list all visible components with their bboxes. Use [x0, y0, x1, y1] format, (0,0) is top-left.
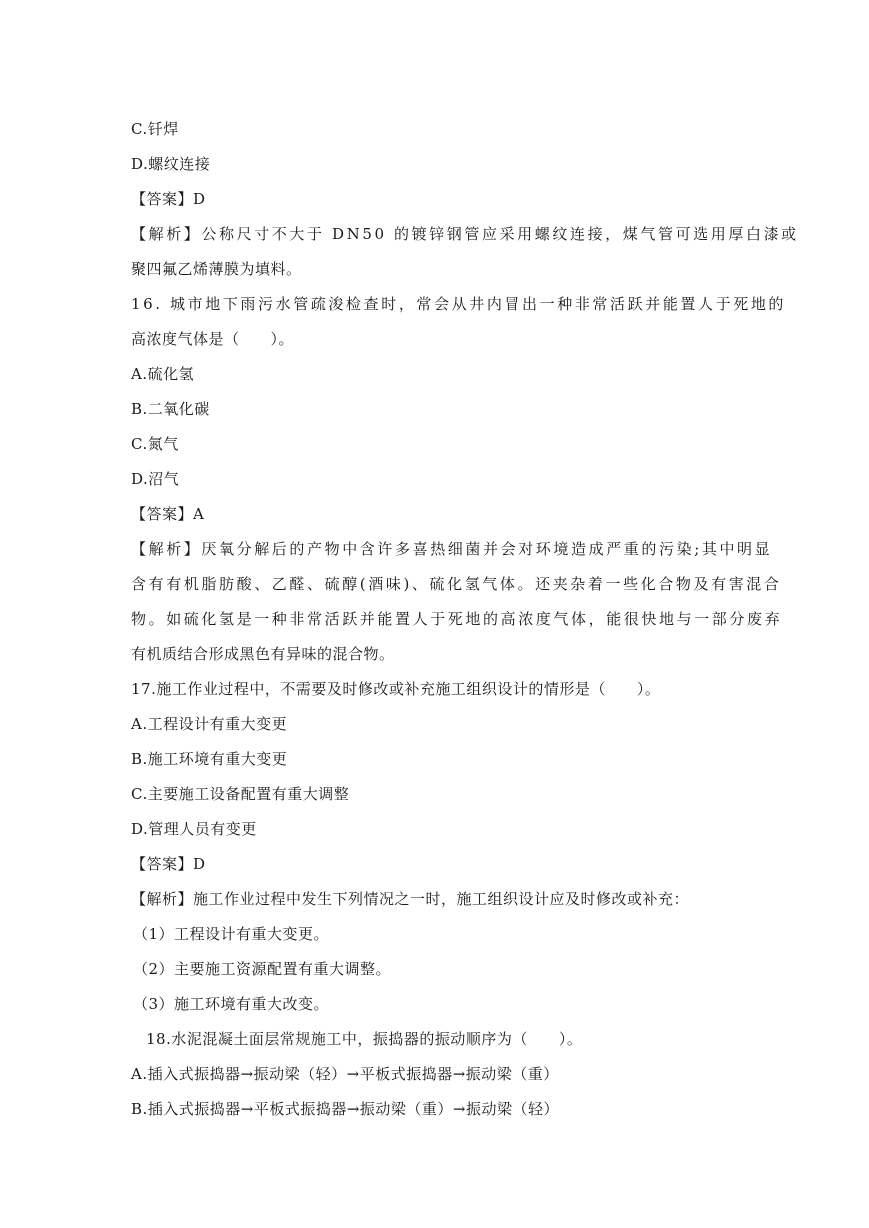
q16-stem-line-1: 16. 城市地下雨污水管疏浚检查时，常会从井内冒出一种非常活跃并能置人于死地的: [131, 295, 787, 313]
q16-option-b: B.二氧化碳: [131, 400, 210, 418]
q16-stem-line-2: 高浓度气体是（ ）。: [131, 330, 295, 348]
q17-option-d: D.管理人员有变更: [131, 820, 257, 838]
q16-analysis-line-4: 有机质结合形成黑色有异味的混合物。: [131, 645, 395, 663]
q15-option-d: D.螺纹连接: [131, 155, 211, 173]
q15-option-c: C.钎焊: [131, 120, 179, 138]
q15-analysis-line-1: 【解析】公称尺寸不大于 DN50 的镀锌钢管应采用螺纹连接，煤气管可选用厚白漆或: [131, 225, 799, 243]
q17-option-a: A.工程设计有重大变更: [131, 715, 288, 733]
q18-option-b: B.插入式振捣器→平板式振捣器→振动梁（重）→振动梁（轻）: [131, 1100, 559, 1118]
q15-answer: 【答案】D: [131, 190, 206, 208]
q17-point-2: （2）主要施工资源配置有重大调整。: [133, 960, 392, 978]
q16-option-d: D.沼气: [131, 470, 180, 488]
q18-option-a: A.插入式振捣器→振动梁（轻）→平板式振捣器→振动梁（重）: [131, 1065, 559, 1083]
q16-analysis-line-2: 含有有机脂肪酸、乙醛、硫醇(酒味)、硫化氢气体。还夹杂着一些化合物及有害混合: [131, 575, 782, 593]
q17-analysis: 【解析】施工作业过程中发生下列情况之一时，施工组织设计应及时修改或补充：: [131, 890, 690, 908]
q17-option-b: B.施工环境有重大变更: [131, 750, 288, 768]
q16-option-c: C.氮气: [131, 435, 179, 453]
q17-point-1: （1）工程设计有重大变更。: [133, 925, 330, 943]
q17-answer: 【答案】D: [131, 855, 206, 873]
q16-analysis-line-1: 【解析】厌氧分解后的产物中含许多喜热细菌并会对环境造成严重的污染;其中明显: [131, 540, 773, 558]
q16-answer: 【答案】A: [131, 505, 205, 523]
q16-option-a: A.硫化氢: [131, 365, 195, 383]
q16-analysis-line-3: 物。如硫化氢是一种非常活跃并能置人于死地的高浓度气体，能很快地与一部分废弃: [131, 610, 783, 628]
q18-stem: 18.水泥混凝土面层常规施工中，振捣器的振动顺序为（ ）。: [146, 1030, 583, 1048]
q15-analysis-line-2: 聚四氟乙烯薄膜为填料。: [131, 260, 302, 278]
q17-option-c: C.主要施工设备配置有重大调整: [131, 785, 350, 803]
q17-stem: 17.施工作业过程中，不需要及时修改或补充施工组织设计的情形是（ ）。: [131, 680, 661, 698]
q17-point-3: （3）施工环境有重大改变。: [133, 995, 330, 1013]
